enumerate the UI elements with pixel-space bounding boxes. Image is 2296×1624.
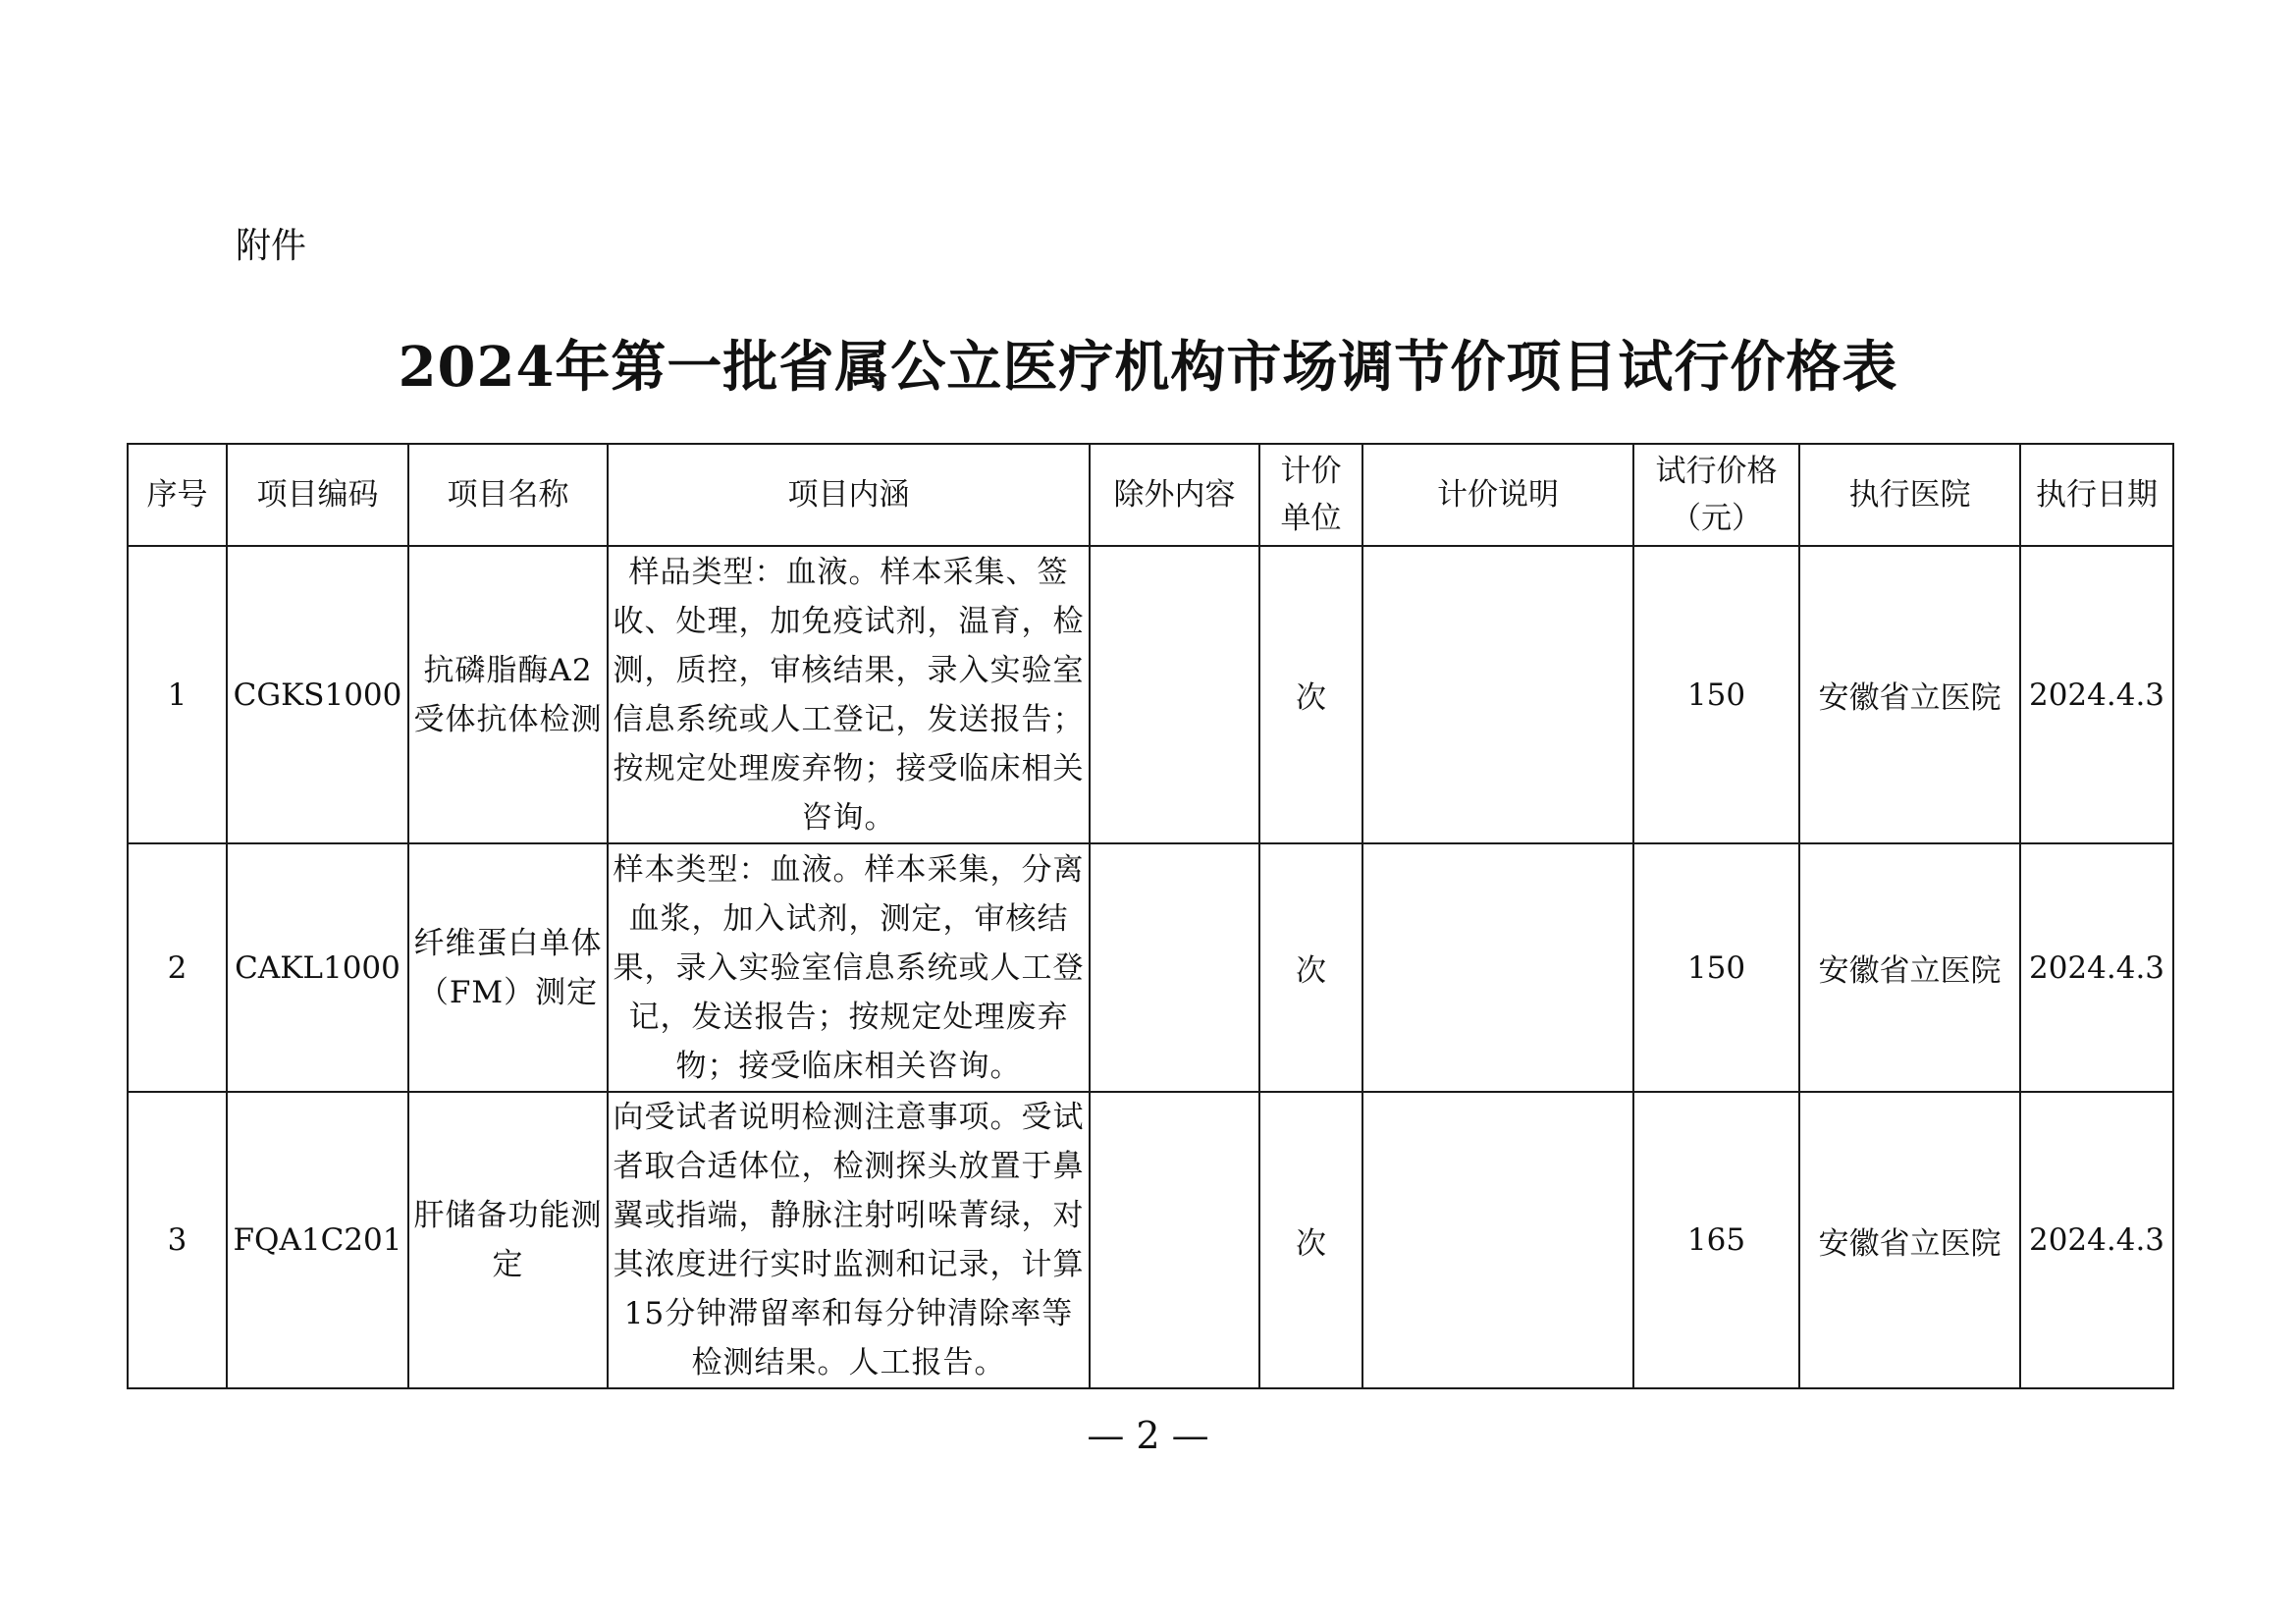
pricing-unit: 次 xyxy=(1259,546,1362,843)
item-code: CGKS1000 xyxy=(227,546,408,843)
table-row xyxy=(128,546,2173,843)
attachment-label: 附件 xyxy=(236,226,307,266)
header-cell: 项目内涵 xyxy=(608,444,1090,546)
item-content: 样品类型：血液。样本采集、签收、处理，加免疫试剂，温育，检测，质控，审核结果，录入实验室信息系统或人工登记，发送报告；按规定处理废弃物；接受临床相关咨询。 xyxy=(608,546,1090,843)
pricing-unit: 次 xyxy=(1259,843,1362,1092)
exclusion-content xyxy=(1090,1092,1259,1388)
header-cell: 试行价格（元） xyxy=(1633,444,1799,546)
trial-price: 150 xyxy=(1633,546,1799,843)
document-title: 2024年第一批省属公立医疗机构市场调节价项目试行价格表 xyxy=(398,335,1898,400)
hospital: 安徽省立医院 xyxy=(1799,1092,2020,1388)
effective-date: 2024.4.3 xyxy=(2020,546,2173,843)
table-row xyxy=(128,843,2173,1092)
pricing-note xyxy=(1362,843,1633,1092)
item-content: 向受试者说明检测注意事项。受试者取合适体位，检测探头放置于鼻翼或指端，静脉注射吲哚菁绿，对其浓度进行实时监测和记录，计算15分钟滞留率和每分钟清除率等检测结果。人工报告。 xyxy=(608,1092,1090,1388)
header-cell: 项目编码 xyxy=(227,444,408,546)
item-name: 抗磷脂酶A2受体抗体检测 xyxy=(408,546,608,843)
effective-date: 2024.4.3 xyxy=(2020,1092,2173,1388)
trial-price: 165 xyxy=(1633,1092,1799,1388)
exclusion-content xyxy=(1090,843,1259,1092)
item-code: CAKL1000 xyxy=(227,843,408,1092)
header-cell: 序号 xyxy=(128,444,227,546)
hospital: 安徽省立医院 xyxy=(1799,546,2020,843)
item-content: 样本类型：血液。样本采集，分离血浆，加入试剂，测定，审核结果，录入实验室信息系统或人工登记，发送报告；按规定处理废弃物；接受临床相关咨询。 xyxy=(608,843,1090,1092)
row-number: 1 xyxy=(128,546,227,843)
header-cell: 计价说明 xyxy=(1362,444,1633,546)
header-cell: 项目名称 xyxy=(408,444,608,546)
price-table xyxy=(127,443,2174,1389)
header-cell: 执行医院 xyxy=(1799,444,2020,546)
hospital: 安徽省立医院 xyxy=(1799,843,2020,1092)
row-number: 2 xyxy=(128,843,227,1092)
table-header-row xyxy=(128,444,2173,546)
item-code: FQA1C201 xyxy=(227,1092,408,1388)
table-row xyxy=(128,1092,2173,1388)
effective-date: 2024.4.3 xyxy=(2020,843,2173,1092)
header-cell: 执行日期 xyxy=(2020,444,2173,546)
page-number: — 2 — xyxy=(1087,1414,1209,1457)
item-name: 肝储备功能测定 xyxy=(408,1092,608,1388)
trial-price: 150 xyxy=(1633,843,1799,1092)
item-name: 纤维蛋白单体（FM）测定 xyxy=(408,843,608,1092)
row-number: 3 xyxy=(128,1092,227,1388)
pricing-note xyxy=(1362,546,1633,843)
exclusion-content xyxy=(1090,546,1259,843)
header-cell: 除外内容 xyxy=(1090,444,1259,546)
pricing-note xyxy=(1362,1092,1633,1388)
header-cell: 计价单位 xyxy=(1259,444,1362,546)
pricing-unit: 次 xyxy=(1259,1092,1362,1388)
